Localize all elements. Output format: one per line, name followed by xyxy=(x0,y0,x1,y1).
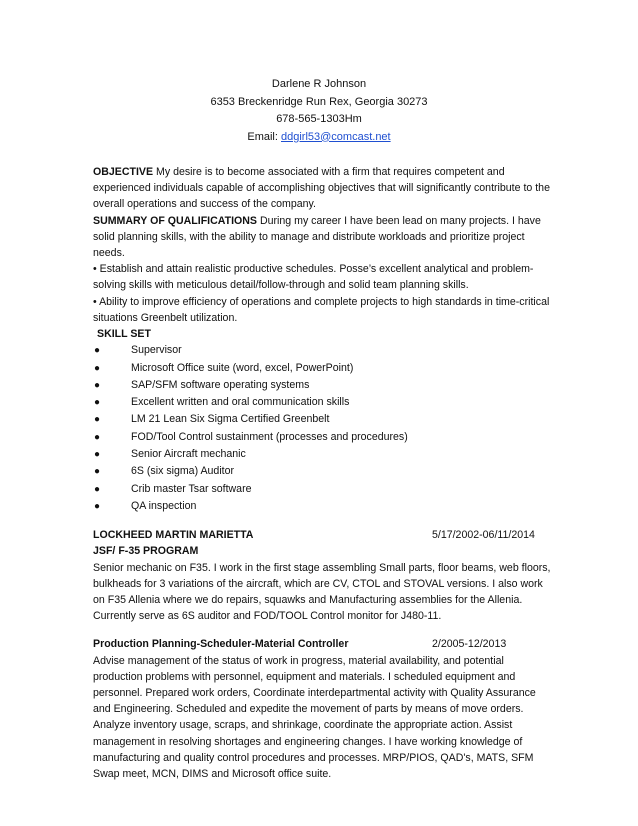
bullet-icon: ● xyxy=(94,449,101,461)
summary-point-schedules: • Establish and attain realistic productive schedules. Posse’s excellent analytical and problem-solving skills with meticulous detail/follow-through and solid team planning skills. xyxy=(93,263,534,292)
skill-item: ● Crib master Tsar software xyxy=(93,481,553,498)
skill-item: ● Supervisor xyxy=(93,342,553,359)
objective-heading: OBJECTIVE xyxy=(93,166,154,178)
email-label: Email: xyxy=(247,130,278,143)
job-title: Production Planning-Scheduler-Material Controller xyxy=(93,638,349,651)
skill-item: ● Excellent written and oral communication skills xyxy=(93,394,553,411)
contact-header xyxy=(0,76,638,146)
email-line xyxy=(0,129,638,147)
employer-name: LOCKHEED MARTIN MARIETTA xyxy=(93,529,254,542)
skill-list xyxy=(93,342,553,515)
skill-item: ● 6S (six sigma) Auditor xyxy=(93,463,553,480)
job-dates: 5/17/2002-06/11/2014 xyxy=(432,529,535,542)
summary-section xyxy=(93,213,553,262)
applicant-phone: 678-565-1303Hm xyxy=(276,113,362,125)
email-link[interactable]: ddgirl53@comcast.net xyxy=(281,130,391,143)
job-heading-production-planning xyxy=(93,636,553,652)
job-description: Advise management of the status of work in progress, material availability, and potential production problems with personnel, equipment and materials. I scheduled equipment and personnel. Prepared work orders, Coordinate interdepartmental activity with Quality Assurance and Engineering. Scheduled and expedite the movement of parts by means of move orders. Analyze inventory usage, scraps, and shrinkage, coordinate the appropriate action. Assist management in resolving shortages and engineering changes. I have working knowledge of manufacturing and quality control procedures and processes. MRP/PIOS, QAD's, MATS, SFM Swap meet, MCN, DIMS and Microsoft office suite. xyxy=(93,654,536,781)
skill-item: ● QA inspection xyxy=(93,498,553,515)
applicant-address: 6353 Breckenridge Run Rex, Georgia 30273 xyxy=(210,95,428,108)
objective-section xyxy=(93,164,553,213)
bullet-icon: ● xyxy=(94,414,101,426)
bullet-icon: ● xyxy=(94,483,101,495)
bullet-icon: ● xyxy=(94,466,101,478)
skill-item: ● LM 21 Lean Six Sigma Certified Greenbelt xyxy=(93,411,553,428)
bullet-icon: ● xyxy=(94,345,101,357)
resume-body xyxy=(93,164,553,782)
job-dates: 2/2005-12/2013 xyxy=(432,638,507,651)
summary-heading: SUMMARY OF QUALIFICATIONS xyxy=(93,214,258,227)
bullet-icon: ● xyxy=(94,379,101,391)
job-description: Senior mechanic on F35. I work in the first stage assembling Small parts, floor beams, web floors, bulkheads for 3 variations of the aircraft, which are CV, CTOL and STOVAL versions. I also work on F35 Allenia where we do repairs, squawks and Manufacturing assemblies for the Allenia. Currently serve as 6S auditor and FOD/TOOL Control monitor for J480-11. xyxy=(93,561,551,623)
skill-item: ● SAP/SFM software operating systems xyxy=(93,377,553,394)
job-heading-lockheed xyxy=(93,527,553,543)
skill-set-heading: SKILL SET xyxy=(97,328,151,341)
skill-item: ● Microsoft Office suite (word, excel, PowerPoint) xyxy=(93,360,553,377)
summary-point-efficiency: • Ability to improve efficiency of operations and complete projects to high standards in time-critical situations Greenbelt utilization. xyxy=(93,295,550,324)
skill-item: ● FOD/Tool Control sustainment (processes and procedures) xyxy=(93,429,553,446)
bullet-icon: ● xyxy=(94,431,101,443)
bullet-icon: ● xyxy=(94,362,101,374)
bullet-icon: ● xyxy=(94,397,101,409)
objective-text: My desire is to become associated with a firm that requires competent and experienced individuals capable of accomplishing objectives that will significantly contribute to the overall operations and success of the company. xyxy=(93,166,550,211)
applicant-name: Darlene R Johnson xyxy=(271,78,367,90)
bullet-icon: ● xyxy=(94,500,101,512)
program-name: JSF/ F-35 PROGRAM xyxy=(93,545,199,558)
summary-text: During my career I have been lead on many projects. I have solid planning skills, with the ability to manage and distribute workloads and prioritize project needs. xyxy=(93,214,541,260)
skill-item: ● Senior Aircraft mechanic xyxy=(93,446,553,463)
